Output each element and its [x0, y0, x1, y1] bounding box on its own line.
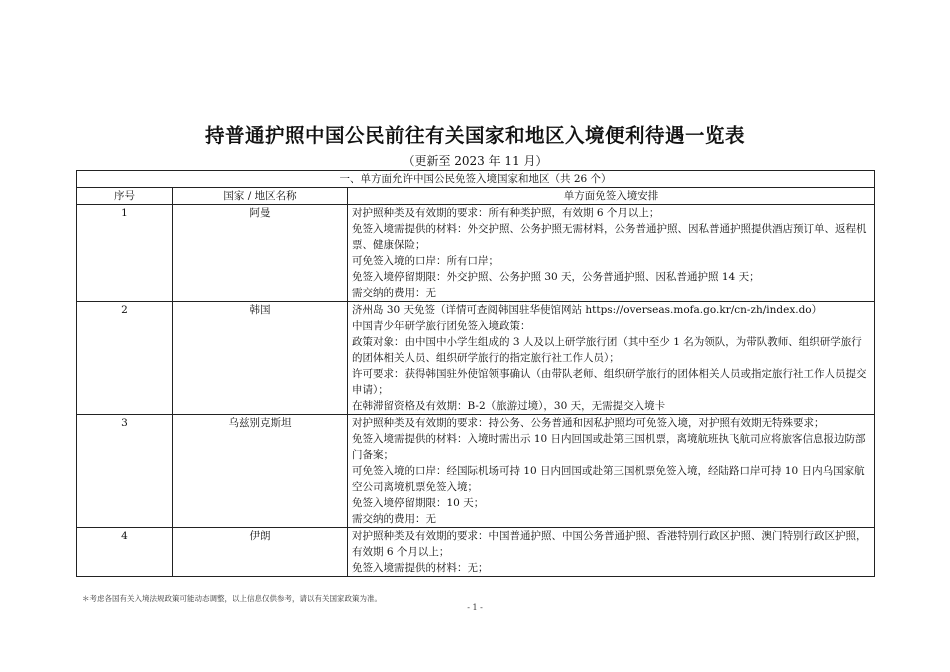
arrangement-line: 可免签入境的口岸：经国际机场可持 10 日内回国或赴第三国机票免签入境，经陆路口岸可持 10 日内乌国家航空公司离境机票免签入境； [352, 465, 865, 493]
arrangement-line: 对护照种类及有效期的要求：中国普通护照、中国公务普通护照、香港特别行政区护照、澳门特别行政区护照，有效期 6 个月以上； [352, 530, 867, 558]
row-arrangement [348, 415, 875, 528]
row-country: 伊朗 [173, 528, 348, 577]
arrangement-line: 需交纳的费用：无 [352, 513, 436, 525]
row-seq: 1 [77, 205, 173, 302]
row-country: 韩国 [173, 302, 348, 415]
arrangement-line: 可免签入境的口岸：所有口岸； [352, 255, 499, 267]
column-header-arrangement: 单方面免签入境安排 [348, 188, 875, 205]
row-country: 乌兹别克斯坦 [173, 415, 348, 528]
table-row [77, 528, 875, 577]
footnote: ＊考虑各国有关入境法规政策可能动态调整，以上信息仅供参考，请以有关国家政策为准。 [82, 594, 382, 603]
table-row [77, 415, 875, 528]
arrangement-line: 许可要求：获得韩国驻外使馆领事确认（由带队老师、组织研学旅行的团体相关人员或指定旅行社工作人员提交申请）； [352, 368, 867, 396]
column-header-seq: 序号 [77, 188, 173, 205]
arrangement-line: 免签入境需提供的材料：无； [352, 562, 489, 574]
arrangement-line: 中国青少年研学旅行团免签入境政策： [352, 320, 531, 332]
page-number: - 1 - [467, 603, 483, 612]
arrangement-line: 对护照种类及有效期的要求：持公务、公务普通和因私护照均可免签入境，对护照有效期无特殊要求； [352, 417, 825, 429]
arrangement-line: 免签入境停留期限：10 天； [352, 497, 485, 509]
row-seq: 2 [77, 302, 173, 415]
table-row [77, 205, 875, 302]
arrangement-line: 对护照种类及有效期的要求：所有种类护照，有效期 6 个月以上； [352, 207, 660, 219]
arrangement-line: 济州岛 30 天免签（详情可查阅韩国驻华使馆网站 https://overseas.mofa.go.kr/cn-zh/index.do） [352, 304, 823, 316]
table-row [77, 302, 875, 415]
row-country: 阿曼 [173, 205, 348, 302]
row-seq: 4 [77, 528, 173, 577]
arrangement-line: 需交纳的费用：无 [352, 287, 436, 299]
page-subtitle: （更新至 2023 年 11 月） [402, 154, 548, 168]
arrangement-line: 免签入境需提供的材料：入境时需出示 10 日内回国或赴第三国机票，离境航班执飞航司应将旅客信息报边防部门备案； [352, 433, 866, 461]
row-arrangement [348, 205, 875, 302]
arrangement-line: 在韩滞留资格及有效期：B-2（旅游过境），30 天，无需提交入境卡 [352, 400, 666, 412]
arrangement-line: 政策对象：由中国中小学生组成的 3 人及以上研学旅行团（其中至少 1 名为领队，为带队教师、组织研学旅行的团体相关人员、组织研学旅行的指定旅行社工作人员）； [352, 336, 862, 364]
row-seq: 3 [77, 415, 173, 528]
page-title: 持普通护照中国公民前往有关国家和地区入境便利待遇一览表 [204, 124, 745, 147]
row-arrangement [348, 528, 875, 577]
column-header-country: 国家 / 地区名称 [173, 188, 348, 205]
section-header: 一、单方面允许中国公民免签入境国家和地区（共 26 个） [77, 171, 875, 188]
arrangement-line: 免签入境停留期限：外交护照、公务护照 30 天，公务普通护照、因私普通护照 14 天； [352, 271, 760, 283]
entry-policy-table [76, 170, 875, 577]
arrangement-line: 免签入境需提供的材料：外交护照、公务护照无需材料，公务普通护照、因私普通护照提供酒店预订单、返程机票、健康保险； [352, 223, 867, 251]
row-arrangement [348, 302, 875, 415]
